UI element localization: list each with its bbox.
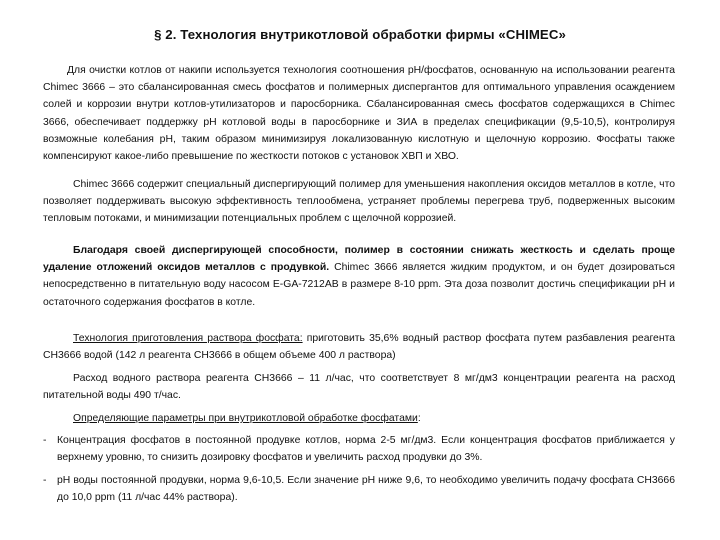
preparation-heading: Технология приготовления раствора фосфата: [73,333,303,344]
preparation-text: приготовить 35,6% водный раствор фосфата путем разбавления реагента CH3666 водой (142 л реагента CH3666 в общем объеме 400 л раствора) [43,333,675,362]
list-item-text: Концентрация фосфатов в постоянной продувке котлов, норма 2-5 мг/дм3. Если концентрация фосфатов приближается у верхнему уровню, то снизить дозировку фосфатов и увеличить расход продувки до 3%. [57,435,675,464]
bullet-dash: - [43,435,47,446]
paragraph-parameters-heading [43,410,675,427]
paragraph-intro: Для очистки котлов от накипи используется технология соотношения pH/фосфатов, основанную на использовании реагента Chimec 3666 – это сбалансированная смесь фосфатов и полимерных диспергантов для оптимального управления осаждением солей и коррозии внутри котлов-утилизаторов и паросборника. Сбалансированная смесь фосфатов содержащихся в Chimec 3666, обеспечивает поддержку pH котловой воды в паросборнике и ЗИА в пределах спецификации (9,5-10,5), контролируя возможные колебания pH, таким образом минимизируя локализованную кислотную и щелочную коррозию. Фосфаты также компенсируют какое-либо превышение по жесткости потоков с установок ХВП и ХВО. [43,65,675,163]
list-item [43,472,675,506]
section-title: § 2. Технология внутрикотловой обработки фирмы «CHIMEC» [154,27,566,42]
dispersing-bold-text: Благодаря своей диспергирующей способности, полимер в состоянии снижать жесткость и сделать проще удаление отложений оксидов металлов с продувкой. [43,245,675,274]
paragraph-preparation [43,330,675,364]
parameters-colon: : [417,413,421,424]
bullet-dash: - [43,475,47,486]
dispersing-text: Chimec 3666 является жидким продуктом, и он будет дозироваться непосредственно в питательную воду насосом E-GA-7212AB в размере 8-10 ppm. Эта доза позволит достичь спецификации pH и остаточного содержания фосфатов в котле. [43,262,676,308]
parameters-heading: Определяющие параметры при внутрикотловой обработке фосфатами [73,413,418,424]
list-item [43,432,675,466]
paragraph-dispersing [43,242,675,311]
paragraph-flow-rate: Расход водного раствора реагента CH3666 – 11 л/час, что соответствует 8 мг/дм3 концентрации реагента на расход питательной воды 490 т/час. [43,373,675,402]
paragraph-polymer: Chimec 3666 содержит специальный диспергирующий полимер для уменьшения накопления оксидов металлов в котле, что позволяет поддерживать высокую эффективность теплообмена, устраняет проблемы перегрева труб, подверженных высоким тепловым потоками, и минимизации потенциальных проблем с щелочной коррозией. [43,179,675,225]
list-item-text: pH воды постоянной продувки, норма 9,6-10,5. Если значение pH ниже 9,6, то необходимо увеличить подачу фосфата CH3666 до 10,0 ppm (11 л/час 44% раствора). [57,475,675,504]
